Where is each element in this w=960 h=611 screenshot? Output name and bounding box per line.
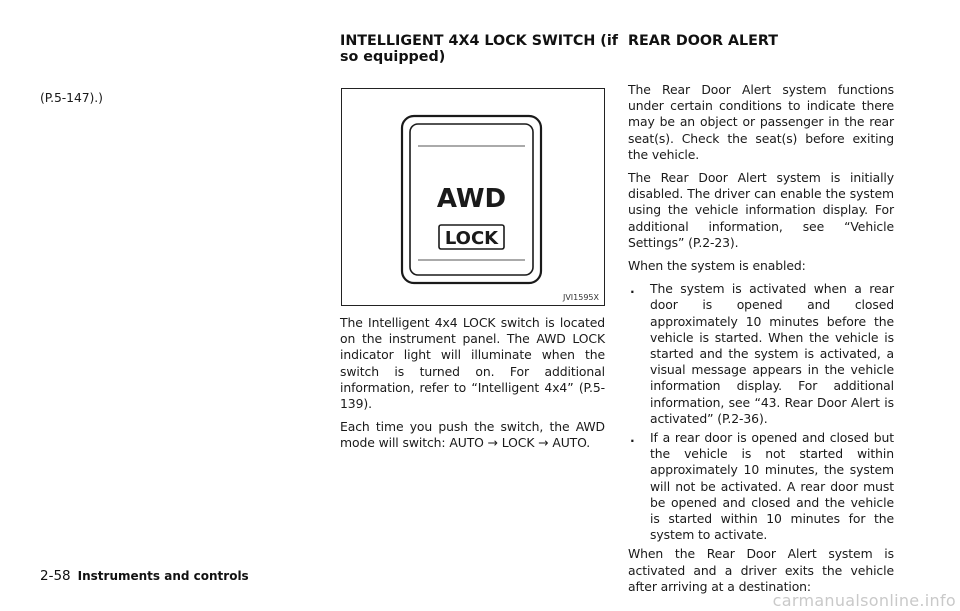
section-heading-rear-door-alert: REAR DOOR ALERT (628, 33, 779, 49)
awd-lock-switch-illustration (342, 89, 604, 305)
footer-section-title: Instruments and controls (77, 569, 249, 583)
awd-lock-switch-figure (341, 88, 605, 306)
list-item (628, 430, 894, 543)
section-heading-4x4-lock: INTELLIGENT 4X4 LOCK SWITCH (if so equipped) (340, 33, 618, 65)
paragraph: When the system is enabled: (628, 258, 806, 274)
paragraph: Each time you push the switch, the AWD mode will switch: AUTO → LOCK → AUTO. (340, 419, 605, 451)
bullet-marker: . (630, 430, 635, 446)
section1-body (340, 315, 605, 459)
column-left (40, 90, 310, 113)
paragraph: The Rear Door Alert system is initially disabled. The driver can enable the system using the vehicle information display. For additional information, see “Vehicle Settings” (P.2-23). (628, 170, 894, 250)
bullet-marker: . (630, 281, 635, 297)
bullet-text: If a rear door is opened and closed but the vehicle is not started within approximately 10 minutes, the system will not be activated. A rear door must be opened and closed and the vehicle is started within 10 minutes for the system to activate. (650, 430, 894, 543)
paragraph: The Intelligent 4x4 LOCK switch is located on the instrument panel. The AWD LOCK indicator light will illuminate when the switch is turned on. For additional information, refer to “Intelligent 4x4” (P.5-139). (340, 315, 605, 412)
bullet-text: The system is activated when a rear door is opened and closed approximately 10 minutes before the vehicle is started. When the vehicle is started and the system is activated, a visual message appears in the vehicle information display. For additional information, see “43. Rear Door Alert is activated” (P.2-36). (650, 281, 894, 426)
watermark: carmanualsonline.info (772, 591, 956, 610)
continued-reference: (P.5-147).) (40, 90, 103, 105)
section2-body (628, 82, 894, 602)
figure-id: JVI1595X (562, 293, 599, 302)
list-item (628, 281, 894, 427)
awd-label: AWD (436, 184, 507, 214)
lock-label: LOCK (444, 228, 499, 249)
paragraph: When the Rear Door Alert system is activated and a driver exits the vehicle after arriving at a destination: (628, 546, 894, 594)
paragraph: The Rear Door Alert system functions under certain conditions to indicate there may be an object or passenger in the rear seat(s). Check the seat(s) before exiting the vehicle. (628, 82, 894, 162)
page-footer (40, 568, 249, 584)
page-number: 2-58 (40, 568, 71, 584)
